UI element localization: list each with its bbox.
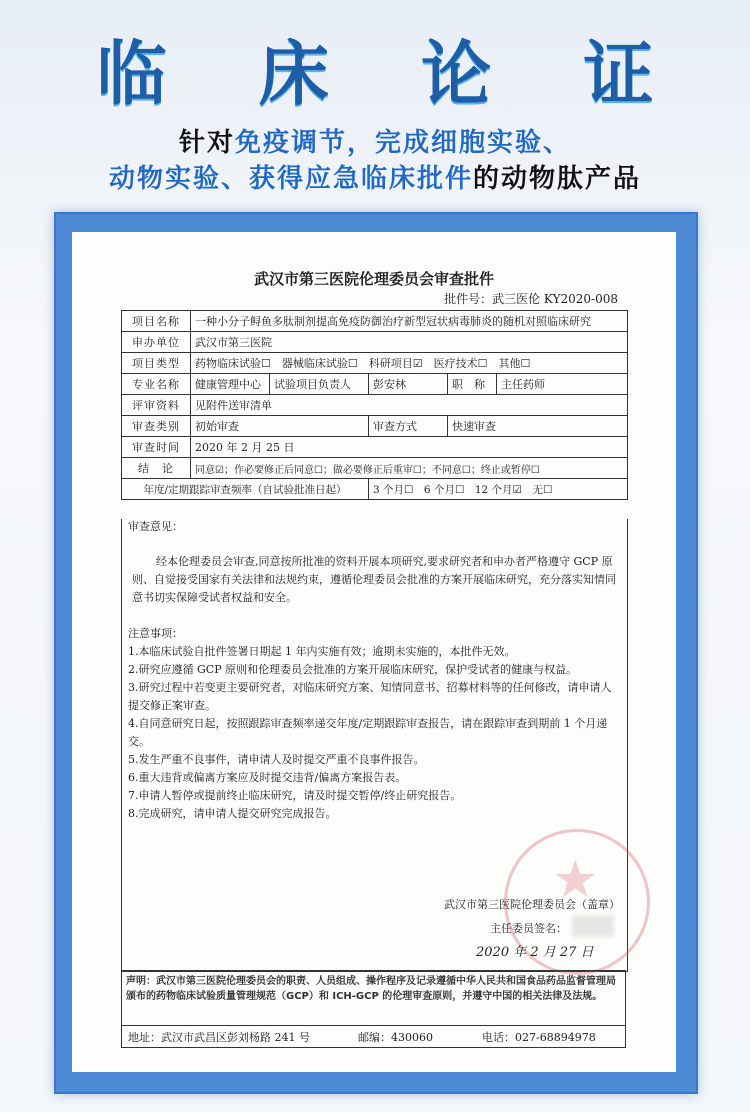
job-title-value: 主任药师: [497, 374, 628, 395]
signing-date: 2020 年 2 月 27 日: [476, 945, 594, 960]
notice-title: 注意事项：: [128, 627, 183, 640]
department-label: 专业名称: [122, 374, 191, 395]
review-method-label: 审查方式: [369, 416, 448, 437]
opinion-text: 经本伦理委员会审查,同意按所批准的资料开展本项研究,要求研究者和申办者严格遵守 GCP 原则、自觉接受国家有关法律和法规约束，遵循伦理委员会批准的方案开展临床研究，充分落实知情同意书切实保障受试者权益和安全。: [132, 555, 616, 604]
materials-label: 评审资料: [122, 395, 191, 416]
leader-value: 彭安林: [369, 374, 448, 395]
review-method-value: 快速审查: [448, 416, 628, 437]
subtitle-line-2-suffix: 的动物肽产品: [473, 164, 642, 194]
address: 地址：武汉市武昌区彭刘杨路 241 号: [128, 1031, 310, 1044]
review-frequency-options: 3 个月☐ 6 个月☐ 12 个月☑ 无☐: [369, 479, 628, 500]
job-title-label: 职 称: [448, 374, 497, 395]
project-name-label: 项目名称: [122, 311, 191, 332]
signature-redacted: [572, 915, 614, 937]
table-row: [122, 416, 628, 437]
leader-label: 试验项目负责人: [270, 374, 369, 395]
opinion-label: 审查意见：: [128, 520, 183, 533]
materials-value: 见附件送审清单: [191, 395, 628, 416]
seal-star-icon: ★: [552, 850, 599, 910]
approval-number: 批件号：武三医伦 KY2020-008: [444, 292, 618, 306]
table-row: [122, 395, 628, 416]
table-row: [122, 458, 628, 479]
review-frequency-label: 年度/定期跟踪审查频率（自试验批准日起）: [122, 479, 369, 500]
review-time-value: 2020 年 2 月 25 日: [191, 437, 628, 458]
subtitle-line-1-highlight: 免疫调节，完成细胞实验、: [235, 128, 572, 158]
project-type-options: 药物临床试验☐ 器械临床试验☐ 科研项目☑ 医疗技术☐ 其他☐: [191, 353, 628, 374]
document-title: 武汉市第三医院伦理委员会审查批件: [253, 270, 494, 288]
subtitle-line-2: [0, 158, 750, 195]
review-type-value: 初始审查: [191, 416, 369, 437]
list-item: 2.研究应遵循 GCP 原则和伦理委员会批准的方案开展临床研究，保护受试者的健康与权益。: [128, 663, 578, 676]
list-item: 1.本临床试验自批件签署日期起 1 年内实施有效；逾期未实施的，本批件无效。: [128, 645, 516, 658]
phone: 电话：027-68894978: [482, 1031, 596, 1044]
list-item: 6.重大违背或偏离方案应及时提交违背/偏离方案报告表。: [128, 771, 407, 784]
subtitle-line-2-highlight: 动物实验、获得应急临床批件: [108, 164, 473, 194]
table-row: [122, 479, 628, 500]
review-time-label: 审查时间: [122, 437, 191, 458]
approval-document: [72, 232, 676, 1072]
conclusion-options: 同意☑；作必要修正后同意☐；做必要修正后重审☐；不同意☐；终止或暂停☐: [191, 458, 628, 479]
table-row: [122, 332, 628, 353]
review-type-label: 审查类别: [122, 416, 191, 437]
document-footer: [121, 1026, 626, 1048]
department-value: 健康管理中心: [191, 374, 270, 395]
postcode: 邮编：430060: [358, 1031, 433, 1044]
subtitle-line-1: [0, 122, 750, 159]
list-item: 5.发生严重不良事件，请申请人及时提交严重不良事件报告。: [128, 753, 425, 766]
conclusion-label: 结 论: [122, 458, 191, 479]
list-item: 4.自同意研究日起，按照跟踪审查频率递交年度/定期跟踪审查报告，请在跟踪审查到期前 1 个月递交。: [128, 717, 608, 748]
review-form-table: [121, 310, 628, 500]
list-item: 8.完成研究，请申请人提交研究完成报告。: [128, 807, 337, 820]
signing-organization: 武汉市第三医院伦理委员会（盖章）: [444, 898, 620, 911]
table-row: [122, 353, 628, 374]
table-row: [122, 437, 628, 458]
notice-list: [128, 643, 622, 823]
page-title: 临 床 论 证: [96, 33, 688, 115]
project-type-label: 项目类型: [122, 353, 191, 374]
list-item: 7.申请人暂停或提前终止临床研究，请及时提交暂停/终止研究报告。: [128, 789, 462, 802]
project-name-value: 一种小分子鲟鱼多肽制剂提高免疫防御治疗新型冠状病毒肺炎的随机对照临床研究: [191, 311, 628, 332]
chair-signature-label: 主任委员签名：: [490, 922, 567, 935]
review-opinion-section: [121, 519, 628, 972]
applicant-label: 申办单位: [122, 332, 191, 353]
statement-text: 声明：武汉市第三医院伦理委员会的职责、人员组成、操作程序及记录遵循中华人民共和国食品药品监督管理局颁布的药物临床试验质量管理规范（GCP）和 ICH-GCP 的伦理审查原则，并遵守中国的相关法律及法规。: [121, 970, 626, 1026]
subtitle-line-1-prefix: 针对: [178, 128, 235, 158]
applicant-value: 武汉市第三医院: [191, 332, 628, 353]
table-row: [122, 311, 628, 332]
list-item: 3.研究过程中若变更主要研究者，对临床研究方案、知情同意书、招募材料等的任何修改，请申请人提交修正案审查。: [128, 681, 612, 712]
table-row: [122, 374, 628, 395]
